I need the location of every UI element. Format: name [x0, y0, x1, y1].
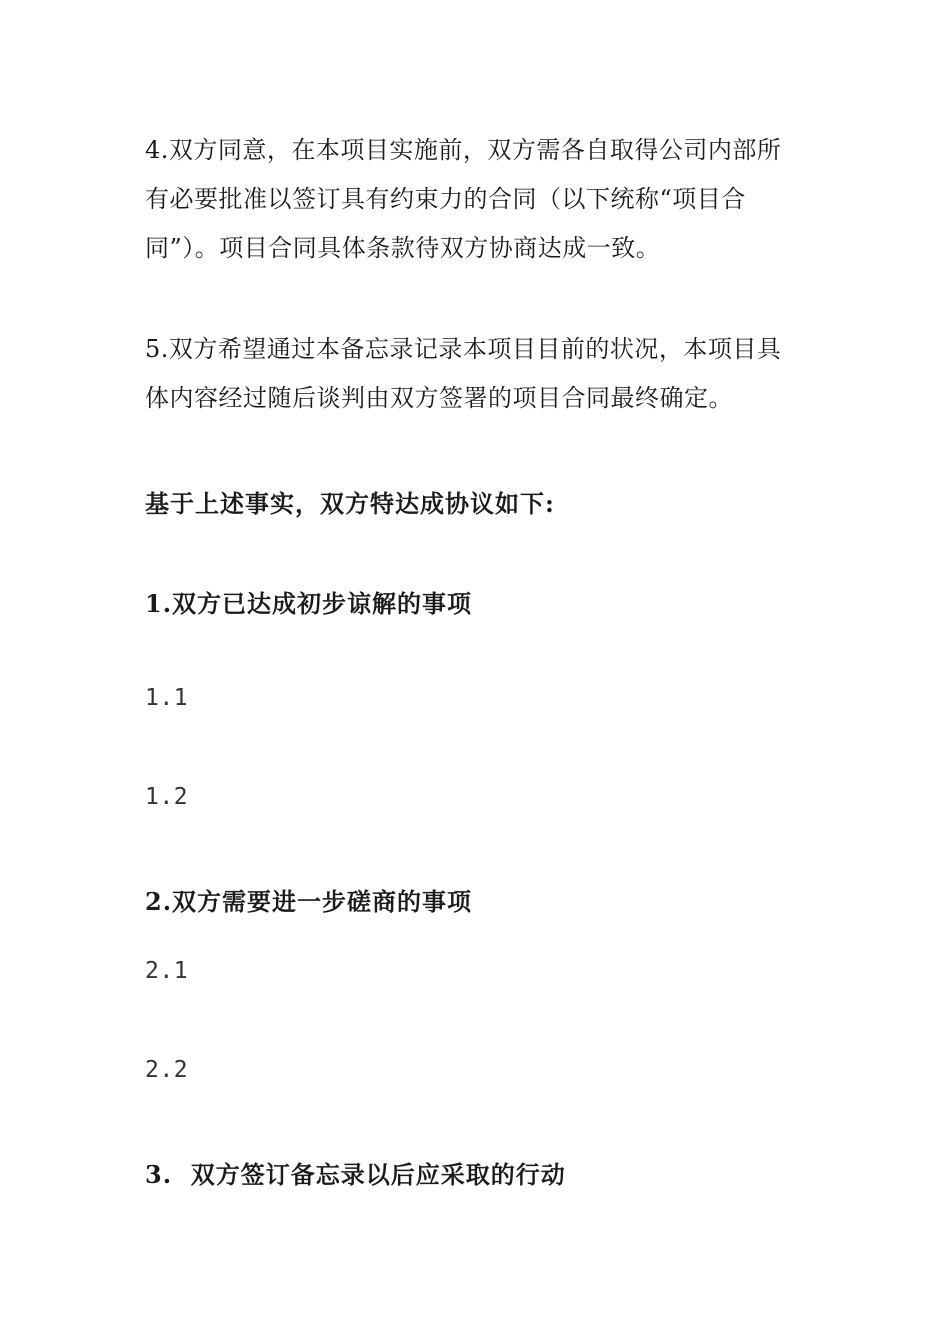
section-2-item: 2.1 [145, 958, 189, 984]
section-1-item: 1.2 [145, 784, 189, 810]
section-1-heading: 1.双方已达成初步谅解的事项 [145, 589, 473, 618]
agreement-intro: 基于上述事实，双方特达成协议如下: [145, 489, 555, 518]
paragraph-4-line: 4.双方同意，在本项目实施前，双方需各自取得公司内部所 [145, 136, 782, 164]
section-2-item: 2.2 [145, 1057, 189, 1083]
section-2-heading: 2.双方需要进一步磋商的事项 [145, 887, 473, 916]
paragraph-5-line: 体内容经过随后谈判由双方签署的项目合同最终确定。 [145, 384, 733, 412]
section-3-heading: 3. 双方签订备忘录以后应采取的行动 [145, 1160, 566, 1189]
paragraph-5 [145, 325, 810, 423]
paragraph-4-line: 有必要批准以签订具有约束力的合同（以下统称“项目合 [145, 185, 746, 213]
paragraph-4-line: 同”）。项目合同具体条款待双方协商达成一致。 [145, 234, 661, 262]
section-1-item: 1.1 [145, 685, 189, 711]
paragraph-4 [145, 126, 810, 273]
paragraph-5-line: 5.双方希望通过本备忘录记录本项目目前的状况，本项目具 [145, 335, 782, 363]
